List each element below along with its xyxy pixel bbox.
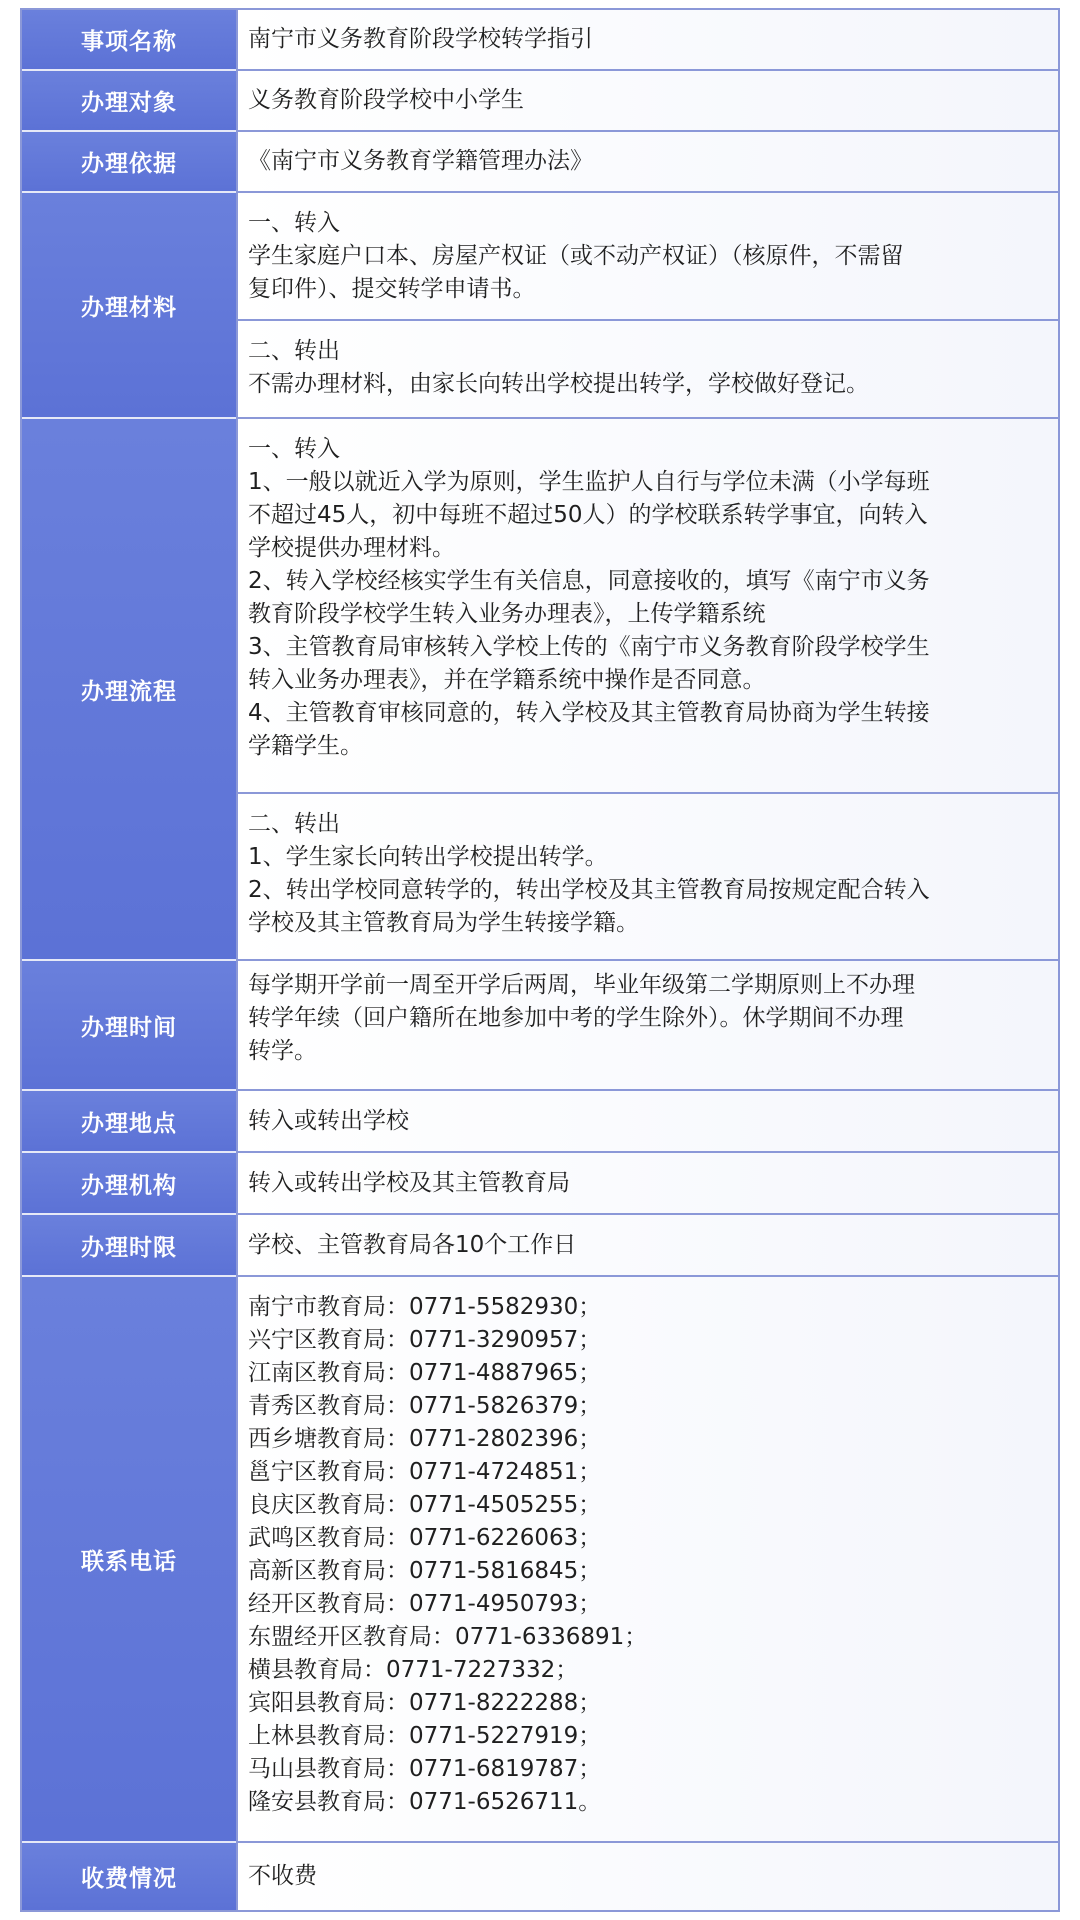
label-item-name: 事项名称: [22, 10, 236, 71]
value-location: 转入或转出学校: [236, 1091, 1058, 1153]
label-materials: 办理材料: [22, 193, 236, 419]
time-line: 每学期开学前一周至开学后两周，毕业年级第二学期原则上不办理: [248, 972, 915, 998]
process-out-line: 学校及其主管教育局为学生转接学籍。: [248, 910, 639, 936]
value-time: [236, 961, 1058, 1091]
time-line: 转学年续（回户籍所在地参加中考的学生除外）。休学期间不办理: [248, 1005, 904, 1031]
process-in-line: 学校提供办理材料。: [248, 535, 455, 561]
value-phones: [236, 1277, 1058, 1843]
phone-line: 马山县教育局：0771-6819787；: [248, 1756, 602, 1782]
materials-out-line: 不需办理材料，由家长向转出学校提出转学，学校做好登记。: [248, 371, 869, 397]
process-in-line: 4、主管教育审核同意的，转入学校及其主管教育局协商为学生转接: [248, 700, 930, 726]
process-in-line: 不超过45人，初中每班不超过50人）的学校联系转学事宜，向转入: [248, 502, 928, 528]
transfer-guide-table: [20, 8, 1060, 1912]
value-materials-transfer-out: [236, 321, 1058, 419]
phone-line: 武鸣区教育局：0771-6226063；: [248, 1525, 602, 1551]
phone-line: 经开区教育局：0771-4950793；: [248, 1591, 602, 1617]
phone-line: 隆安县教育局：0771-6526711。: [248, 1789, 602, 1815]
process-in-line: 教育阶段学校学生转入业务办理表》，上传学籍系统: [248, 601, 766, 627]
process-out-line: 1、学生家长向转出学校提出转学。: [248, 844, 608, 870]
phone-line: 南宁市教育局：0771-5582930；: [248, 1294, 602, 1320]
label-phones: 联系电话: [22, 1277, 236, 1843]
value-process-transfer-in: [236, 419, 1058, 794]
phone-line: 宾阳县教育局：0771-8222288；: [248, 1690, 602, 1716]
value-process-transfer-out: [236, 794, 1058, 961]
phone-line: 江南区教育局：0771-4887965；: [248, 1360, 602, 1386]
process-in-heading: 一、转入: [248, 436, 340, 462]
value-materials-transfer-in: [236, 193, 1058, 321]
label-target: 办理对象: [22, 71, 236, 132]
label-agency: 办理机构: [22, 1153, 236, 1215]
process-out-heading: 二、转出: [248, 811, 340, 837]
value-limit: 学校、主管教育局各10个工作日: [236, 1215, 1058, 1277]
phone-line: 西乡塘教育局：0771-2802396；: [248, 1426, 602, 1452]
value-item-name: 南宁市义务教育阶段学校转学指引: [236, 10, 1058, 71]
materials-in-line: 复印件）、提交转学申请书。: [248, 276, 536, 302]
label-process: 办理流程: [22, 419, 236, 961]
label-location: 办理地点: [22, 1091, 236, 1153]
phone-line: 良庆区教育局：0771-4505255；: [248, 1492, 602, 1518]
materials-in-line: 学生家庭户口本、房屋产权证（或不动产权证）（核原件，不需留: [248, 243, 904, 269]
value-agency: 转入或转出学校及其主管教育局: [236, 1153, 1058, 1215]
value-basis: 《南宁市义务教育学籍管理办法》: [236, 132, 1058, 193]
process-in-line: 转入业务办理表》，并在学籍系统中操作是否同意。: [248, 667, 766, 693]
phone-line: 东盟经开区教育局：0771-6336891；: [248, 1624, 648, 1650]
label-basis: 办理依据: [22, 132, 236, 193]
phone-line: 高新区教育局：0771-5816845；: [248, 1558, 602, 1584]
label-time: 办理时间: [22, 961, 236, 1091]
process-in-line: 1、一般以就近入学为原则，学生监护人自行与学位未满（小学每班: [248, 469, 930, 495]
process-out-line: 2、转出学校同意转学的，转出学校及其主管教育局按规定配合转入: [248, 877, 930, 903]
materials-out-heading: 二、转出: [248, 338, 340, 364]
label-fee: 收费情况: [22, 1843, 236, 1910]
value-target: 义务教育阶段学校中小学生: [236, 71, 1058, 132]
process-in-line: 学籍学生。: [248, 733, 363, 759]
phone-line: 横县教育局：0771-7227332；: [248, 1657, 579, 1683]
materials-in-heading: 一、转入: [248, 210, 340, 236]
label-limit: 办理时限: [22, 1215, 236, 1277]
process-in-line: 2、转入学校经核实学生有关信息，同意接收的，填写《南宁市义务: [248, 568, 930, 594]
phone-line: 青秀区教育局：0771-5826379；: [248, 1393, 602, 1419]
value-fee: 不收费: [236, 1843, 1058, 1910]
phone-line: 兴宁区教育局：0771-3290957；: [248, 1327, 602, 1353]
time-line: 转学。: [248, 1038, 317, 1064]
process-in-line: 3、主管教育局审核转入学校上传的《南宁市义务教育阶段学校学生: [248, 634, 930, 660]
phone-line: 上林县教育局：0771-5227919；: [248, 1723, 602, 1749]
phone-line: 邕宁区教育局：0771-4724851；: [248, 1459, 602, 1485]
